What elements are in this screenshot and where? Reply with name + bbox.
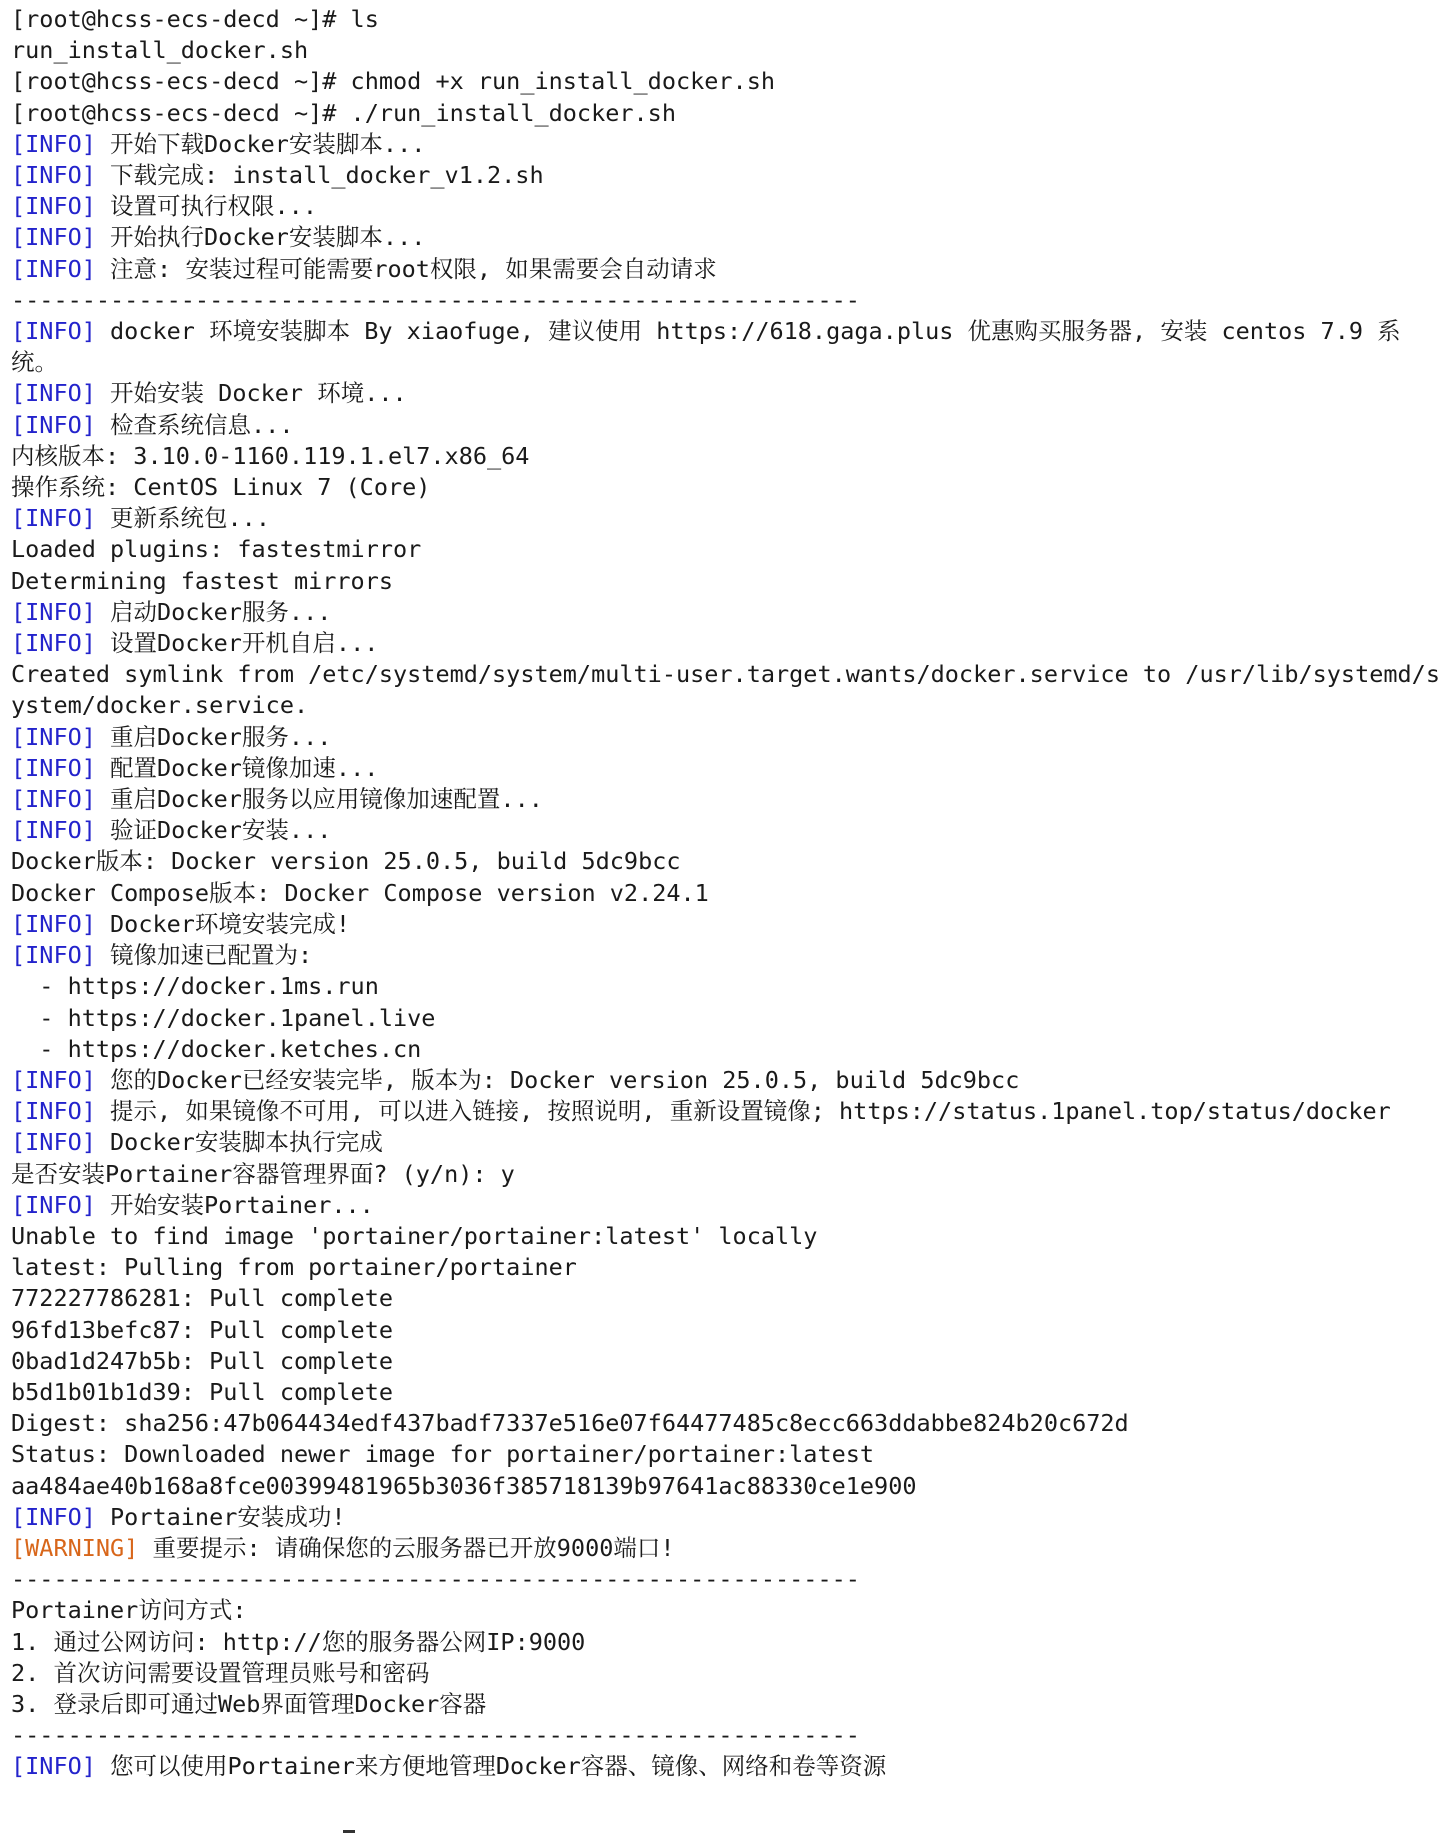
terminal-line	[11, 1190, 1441, 1221]
terminal-line	[11, 254, 1441, 285]
terminal-line	[11, 628, 1441, 659]
terminal-line	[11, 472, 1441, 503]
terminal-line	[11, 160, 1441, 191]
terminal-line	[11, 1003, 1441, 1034]
info-tag: [INFO]	[11, 629, 96, 658]
terminal-line-text: Status: Downloaded newer image for portainer/portainer:latest	[11, 1440, 875, 1469]
terminal-line	[11, 940, 1441, 971]
info-tag: [INFO]	[11, 192, 96, 221]
terminal-line-text: run_install_docker.sh	[11, 36, 309, 65]
terminal-line-text: 配置Docker镜像加速...	[95, 753, 379, 782]
info-tag: [INFO]	[11, 504, 96, 533]
terminal-line-text: 重要提示: 请确保您的云服务器已开放9000端口!	[138, 1533, 675, 1562]
terminal-line-text: 设置可执行权限...	[95, 192, 317, 221]
terminal-line-text: ------------------------------------------------------------	[11, 1565, 860, 1594]
terminal-line-text: 您可以使用Portainer来方便地管理Docker容器、镜像、网络和卷等资源	[95, 1752, 887, 1781]
terminal-line	[11, 98, 1441, 129]
terminal-line-text: - https://docker.ketches.cn	[11, 1034, 422, 1063]
terminal-line-text: 您的Docker已经安装完毕, 版本为: Docker version 25.0.5, build 5dc9bcc	[95, 1065, 1020, 1094]
terminal-line	[11, 1408, 1441, 1439]
info-tag: [INFO]	[11, 1190, 96, 1219]
info-tag: [INFO]	[11, 161, 96, 190]
terminal-line-text: Portainer安装成功!	[95, 1502, 346, 1531]
terminal-line-text: 设置Docker开机自启...	[95, 629, 379, 658]
terminal-line-text: 开始安装 Docker 环境...	[95, 379, 407, 408]
terminal-line-text: 启动Docker服务...	[95, 597, 332, 626]
terminal-line	[11, 441, 1441, 472]
info-tag: [INFO]	[11, 129, 96, 158]
terminal-line-text: - https://docker.1panel.live	[11, 1003, 436, 1032]
terminal-line	[11, 753, 1441, 784]
warning-tag: [WARNING]	[11, 1533, 139, 1562]
terminal-line	[11, 129, 1441, 160]
terminal-line	[11, 1751, 1441, 1782]
terminal-line-text: Loaded plugins: fastestmirror	[11, 535, 422, 564]
terminal-line-text: [root@hcss-ecs-decd ~]# ls	[11, 5, 379, 33]
terminal-line	[11, 659, 1441, 721]
terminal-line	[11, 846, 1441, 877]
info-tag: [INFO]	[11, 1065, 96, 1094]
terminal-cursor	[343, 1830, 355, 1833]
terminal-line	[11, 1283, 1441, 1314]
terminal-line-text: 镜像加速已配置为:	[95, 941, 313, 970]
info-tag: [INFO]	[11, 379, 96, 408]
terminal-line-text: b5d1b01b1d39: Pull complete	[11, 1377, 394, 1406]
terminal-line	[11, 815, 1441, 846]
terminal-line	[11, 722, 1441, 753]
terminal-line	[11, 1502, 1441, 1533]
terminal-line-text: Docker安装脚本执行完成	[95, 1128, 383, 1157]
terminal-line	[11, 1564, 1441, 1595]
info-tag: [INFO]	[11, 941, 96, 970]
terminal-line	[11, 1720, 1441, 1751]
terminal-line	[11, 971, 1441, 1002]
info-tag: [INFO]	[11, 816, 96, 845]
terminal-line	[11, 1346, 1441, 1377]
terminal-line-text: 操作系统: CentOS Linux 7 (Core)	[11, 473, 431, 502]
terminal-line-text: 2. 首次访问需要设置管理员账号和密码	[11, 1658, 430, 1687]
terminal-line-text: latest: Pulling from portainer/portainer	[11, 1253, 577, 1282]
terminal-line-text: Docker Compose版本: Docker Compose version v2.24.1	[11, 878, 709, 907]
terminal-line	[11, 878, 1441, 909]
info-tag: [INFO]	[11, 597, 96, 626]
terminal-line-text: 1. 通过公网访问: http://您的服务器公网IP:9000	[11, 1627, 586, 1656]
terminal-line	[11, 316, 1441, 378]
terminal-line	[11, 1159, 1441, 1190]
terminal-line	[11, 1252, 1441, 1283]
terminal-line-text: [root@hcss-ecs-decd ~]# chmod +x run_install_docker.sh	[11, 67, 776, 96]
info-tag: [INFO]	[11, 722, 96, 751]
terminal-line	[11, 1533, 1441, 1564]
terminal-line-text: Determining fastest mirrors	[11, 566, 394, 595]
terminal-line-text: 772227786281: Pull complete	[11, 1284, 394, 1313]
terminal-line-text: Digest: sha256:47b064434edf437badf7337e516e07f64477485c8ecc663ddabbe824b20c672d	[11, 1409, 1129, 1438]
terminal-line-text: aa484ae40b168a8fce00399481965b3036f385718139b97641ac88330ce1e900	[11, 1471, 917, 1500]
terminal-line-text: 更新系统包...	[95, 504, 270, 533]
terminal-line-text: 0bad1d247b5b: Pull complete	[11, 1346, 394, 1375]
terminal-line	[11, 378, 1441, 409]
terminal-line	[11, 1439, 1441, 1470]
terminal-line-text: Docker环境安装完成!	[95, 909, 351, 938]
terminal-line-text: 是否安装Portainer容器管理界面? (y/n): y	[11, 1159, 515, 1188]
terminal-line	[11, 597, 1441, 628]
info-tag: [INFO]	[11, 317, 96, 346]
info-tag: [INFO]	[11, 909, 96, 938]
info-tag: [INFO]	[11, 1502, 96, 1531]
info-tag: [INFO]	[11, 1128, 96, 1157]
terminal-line	[11, 1595, 1441, 1626]
terminal-line	[11, 1377, 1441, 1408]
info-tag: [INFO]	[11, 785, 96, 814]
terminal-line-text: ------------------------------------------------------------	[11, 285, 860, 314]
info-tag: [INFO]	[11, 753, 96, 782]
terminal-line	[11, 1689, 1441, 1720]
terminal-line-text: [root@hcss-ecs-decd ~]# ./run_install_docker.sh	[11, 98, 676, 127]
terminal-line	[11, 222, 1441, 253]
terminal-line-text: 内核版本: 3.10.0-1160.119.1.el7.x86_64	[11, 441, 530, 470]
terminal-line	[11, 66, 1441, 97]
info-tag: [INFO]	[11, 410, 96, 439]
info-tag: [INFO]	[11, 223, 96, 252]
terminal-line-text: 开始执行Docker安装脚本...	[95, 223, 426, 252]
terminal-line-text: 下载完成: install_docker_v1.2.sh	[95, 161, 544, 190]
terminal-line-text: 检查系统信息...	[95, 410, 294, 439]
terminal-line-text: 96fd13befc87: Pull complete	[11, 1315, 394, 1344]
terminal-line	[11, 4, 1441, 35]
terminal-line-text: Portainer访问方式:	[11, 1596, 247, 1625]
terminal-line-text: 重启Docker服务以应用镜像加速配置...	[95, 785, 543, 814]
terminal-line	[11, 566, 1441, 597]
terminal-line	[11, 35, 1441, 66]
terminal-line-text: 验证Docker安装...	[95, 816, 332, 845]
terminal-line-text: - https://docker.1ms.run	[11, 972, 379, 1001]
terminal-line	[11, 1658, 1441, 1689]
terminal-line-text: Created symlink from /etc/systemd/system/multi-user.target.wants/docker.service to /usr/lib/systemd/system/docker.service.	[11, 660, 1440, 720]
terminal-line-text: ------------------------------------------------------------	[11, 1721, 860, 1750]
terminal-line-text: 注意: 安装过程可能需要root权限, 如果需要会自动请求	[95, 254, 717, 283]
terminal-line	[11, 1065, 1441, 1096]
terminal-line-text: Unable to find image 'portainer/portainer:latest' locally	[11, 1221, 818, 1250]
terminal-line-text: 重启Docker服务...	[95, 722, 332, 751]
terminal-line	[11, 1315, 1441, 1346]
terminal-line-text: docker 环境安装脚本 By xiaofuge, 建议使用 https://618.gaga.plus 优惠购买服务器, 安装 centos 7.9 系统。	[11, 317, 1401, 377]
terminal-line	[11, 410, 1441, 441]
terminal-output	[11, 4, 1441, 1783]
terminal-line-text: 3. 登录后即可通过Web界面管理Docker容器	[11, 1689, 487, 1718]
terminal-line	[11, 909, 1441, 940]
terminal-line	[11, 1221, 1441, 1252]
terminal-line	[11, 1127, 1441, 1158]
terminal-line	[11, 503, 1441, 534]
info-tag: [INFO]	[11, 254, 96, 283]
terminal-line	[11, 1627, 1441, 1658]
terminal-line	[11, 534, 1441, 565]
terminal-line	[11, 1034, 1441, 1065]
terminal-line-text: 开始下载Docker安装脚本...	[95, 129, 426, 158]
terminal-line	[11, 191, 1441, 222]
terminal-line	[11, 1471, 1441, 1502]
terminal-line-text: Docker版本: Docker version 25.0.5, build 5dc9bcc	[11, 847, 681, 876]
terminal-line-text: 开始安装Portainer...	[95, 1190, 374, 1219]
terminal-line	[11, 784, 1441, 815]
terminal-line-text: 提示, 如果镜像不可用, 可以进入链接, 按照说明, 重新设置镜像; https://status.1panel.top/status/docker	[95, 1097, 1391, 1126]
terminal-line	[11, 285, 1441, 316]
info-tag: [INFO]	[11, 1097, 96, 1126]
info-tag: [INFO]	[11, 1752, 96, 1781]
terminal-line	[11, 1096, 1441, 1127]
